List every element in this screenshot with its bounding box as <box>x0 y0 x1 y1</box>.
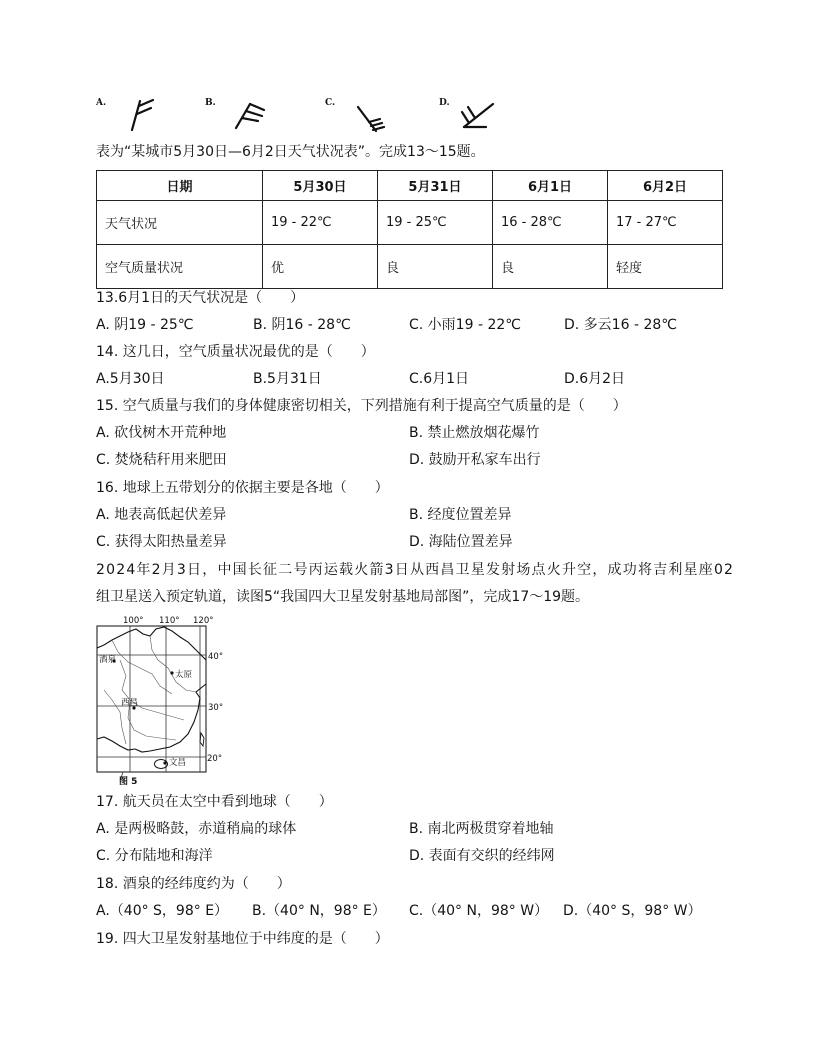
wind-barb-b-icon <box>236 104 264 128</box>
table-cell: 17 - 27℃ <box>608 201 723 245</box>
question-13-stem: 13.6月1日的天气状况是（ ） <box>96 290 305 306</box>
table-header-date: 日期 <box>97 171 263 201</box>
wind-option-d-label: D. <box>439 98 450 108</box>
latitude-label-20: 20° <box>207 754 223 764</box>
question-18-option-c: C.（40° N，98° W） <box>409 903 549 919</box>
table-cell: 优 <box>263 245 378 289</box>
question-13-option-d: D. 多云16 - 28℃ <box>564 317 677 333</box>
wind-option-c-label: C. <box>325 98 336 108</box>
question-17-option-d: D. 表面有交织的经纬网 <box>409 848 555 864</box>
longitude-label-120: 120° <box>193 616 214 626</box>
table-header-jun1: 6月1日 <box>493 171 608 201</box>
wind-barb-c-icon <box>358 107 384 131</box>
question-18-option-b: B.（40° N，98° E） <box>252 903 386 919</box>
question-17-option-a: A. 是两极略鼓，赤道稍扁的球体 <box>96 821 297 837</box>
table-row <box>97 245 723 289</box>
question-14-option-b: B.5月31日 <box>253 371 322 387</box>
question-14-option-a: A.5月30日 <box>96 371 165 387</box>
map-coastline <box>135 684 206 752</box>
wenchang-marker <box>163 761 166 764</box>
table-header-may30: 5月30日 <box>263 171 378 201</box>
question-15-option-b: B. 禁止燃放烟花爆竹 <box>409 425 540 441</box>
question-14-option-d: D.6月2日 <box>564 371 626 387</box>
map-caption: 图 5 <box>119 777 138 787</box>
question-18-option-d: D.（40° S，98° W） <box>563 903 702 919</box>
question-17-option-b: B. 南北两极贯穿着地轴 <box>409 821 554 837</box>
wind-option-a-label: A. <box>96 98 107 108</box>
table-cell: 19 - 25℃ <box>378 201 493 245</box>
question-15-option-d: D. 鼓励开私家车出行 <box>409 452 541 468</box>
table-cell: 19 - 22℃ <box>263 201 378 245</box>
question-15-stem: 15. 空气质量与我们的身体健康密切相关，下列措施有利于提高空气质量的是（ ） <box>96 398 627 414</box>
question-16-option-d: D. 海陆位置差异 <box>409 534 513 550</box>
question-19-stem: 19. 四大卫星发射基地位于中纬度的是（ ） <box>96 931 389 947</box>
map-southern-border <box>97 737 135 750</box>
satellite-launch-bases-map <box>90 612 230 788</box>
taiyuan-label: 太原 <box>175 670 193 680</box>
longitude-label-100: 100° <box>123 616 144 626</box>
table-cell: 良 <box>378 245 493 289</box>
jiuquan-label: 酒泉 <box>99 655 117 665</box>
table-cell: 16 - 28℃ <box>493 201 608 245</box>
table-row <box>97 201 723 245</box>
question-17-option-c: C. 分布陆地和海洋 <box>96 848 213 864</box>
map-province-lines <box>104 636 196 744</box>
table-cell: 良 <box>493 245 608 289</box>
wind-barb-symbols <box>120 95 510 140</box>
question-18-stem: 18. 酒泉的经纬度约为（ ） <box>96 876 291 892</box>
table-header-may31: 5月31日 <box>378 171 493 201</box>
latitude-label-40: 40° <box>208 652 224 662</box>
question-14-option-c: C.6月1日 <box>409 371 470 387</box>
weather-table-intro: 表为“某城市5月30日—6月2日天气状况表”。完成13～15题。 <box>96 144 485 160</box>
question-14-stem: 14. 这几日，空气质量状况最优的是（ ） <box>96 344 375 360</box>
question-16-stem: 16. 地球上五带划分的依据主要是各地（ ） <box>96 480 389 496</box>
launch-intro-line-1: 2024年2月3日，中国长征二号丙运载火箭3日从西昌卫星发射场点火升空，成功将吉利星座02 <box>96 562 735 578</box>
question-16-option-b: B. 经度位置差异 <box>409 507 512 523</box>
question-15-option-c: C. 焚烧秸秆用来肥田 <box>96 452 227 468</box>
table-header-row <box>97 171 723 201</box>
wind-barb-d-icon <box>462 104 493 127</box>
latitude-label-30: 30° <box>208 703 224 713</box>
longitude-label-110: 110° <box>159 616 180 626</box>
question-17-stem: 17. 航天员在太空中看到地球（ ） <box>96 794 333 810</box>
wind-barb-a-icon <box>132 100 153 130</box>
wenchang-label: 文昌 <box>169 758 187 768</box>
question-13-option-b: B. 阴16 - 28℃ <box>253 317 351 333</box>
question-16-option-c: C. 获得太阳热量差异 <box>96 534 227 550</box>
launch-intro-line-2: 组卫星送入预定轨道，读图5“我国四大卫星发射基地局部图”，完成17～19题。 <box>96 589 590 605</box>
taiyuan-marker <box>170 671 173 674</box>
table-header-jun2: 6月2日 <box>608 171 723 201</box>
question-18-option-a: A.（40° S，98° E） <box>96 903 229 919</box>
table-cell-row-label: 空气质量状况 <box>97 245 263 289</box>
question-13-option-a: A. 阴19 - 25℃ <box>96 317 194 333</box>
question-16-option-a: A. 地表高低起伏差异 <box>96 507 227 523</box>
table-cell: 轻度 <box>608 245 723 289</box>
xichang-label: 西昌 <box>121 698 139 708</box>
weather-status-table <box>96 170 723 289</box>
table-cell-row-label: 天气状况 <box>97 201 263 245</box>
question-15-option-a: A. 砍伐树木开荒种地 <box>96 425 227 441</box>
wind-option-b-label: B. <box>205 98 216 108</box>
question-13-option-c: C. 小雨19 - 22℃ <box>409 317 521 333</box>
map-island-taiwan <box>200 733 204 746</box>
